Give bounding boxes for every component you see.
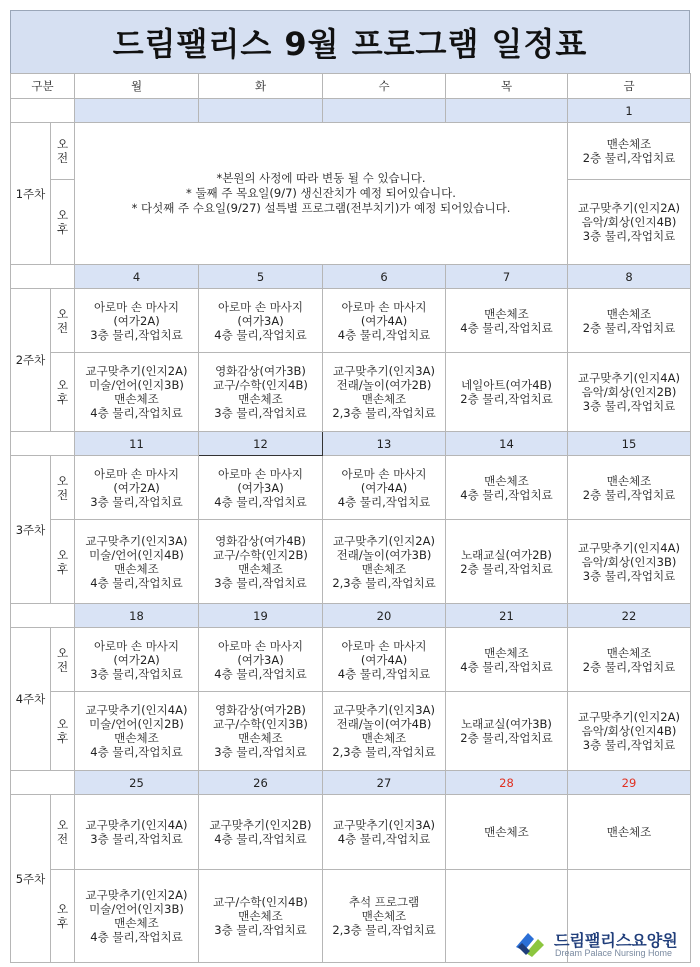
logo-name: 드림팰리스요양원 [554, 931, 678, 950]
title-banner [10, 10, 690, 74]
pm-label-char: 후 [56, 392, 69, 406]
week-label: 1주차 [11, 123, 51, 265]
date-cell: 29 [568, 771, 691, 795]
program-line: 아로마 손 마사지 [217, 466, 304, 481]
program-line: 3층 물리,작업치료 [214, 406, 307, 420]
program-cell [199, 353, 323, 432]
am-label-char: 전 [56, 320, 69, 335]
pm-label [51, 870, 75, 963]
program-line: 교구맞추기(인지4A) [85, 703, 188, 717]
program-line: 2층 물리,작업치료 [582, 151, 676, 165]
program-line: 교구/수학(인지2B) [213, 547, 308, 562]
program-line: 3층 물리,작업치료 [214, 575, 307, 590]
program-cell [199, 520, 323, 604]
date-cell: 4 [75, 265, 199, 289]
program-line: 맨손체조 [606, 306, 652, 321]
program-line: 교구맞추기(인지2A) [85, 364, 188, 378]
program-line: 노래교실(여가3B) [461, 717, 552, 731]
program-line: 추석 프로그램 [348, 895, 420, 909]
program-line: 교구맞추기(인지3A) [333, 703, 435, 717]
date-cell: 27 [323, 771, 446, 795]
program-line: 맨손체조 [606, 137, 652, 151]
program-line: 맨손체조 [238, 909, 283, 923]
date-row-label [11, 265, 75, 289]
date-cell: 18 [75, 604, 199, 628]
program-line: 맨손체조 [361, 731, 407, 745]
program-line: 네일아트(여가4B) [461, 378, 552, 392]
am-label [51, 795, 75, 870]
program-line: 3층 물리,작업치료 [214, 745, 307, 759]
program-cell [199, 456, 323, 520]
program-line: 아로마 손 마사지 [217, 299, 304, 314]
program-cell [323, 456, 446, 520]
program-line: 2층 물리,작업치료 [582, 487, 676, 502]
pm-label-char: 오 [56, 547, 69, 562]
program-line: 맨손체조 [361, 561, 407, 576]
program-line: 맨손체조 [361, 392, 407, 406]
program-cell [199, 628, 323, 692]
program-cell [568, 180, 691, 265]
program-line: 4층 물리,작업치료 [214, 666, 307, 681]
am-label-char: 전 [56, 832, 69, 846]
program-line: 맨손체조 [114, 731, 159, 745]
program-line: 음악/회상(인지3B) [581, 554, 677, 569]
am-label [51, 123, 75, 180]
am-label-char: 전 [56, 151, 69, 165]
program-line: (여가4A) [360, 313, 408, 328]
program-line: (여가2A) [113, 313, 160, 328]
header-day-2: 수 [323, 74, 446, 99]
program-line: 영화감상(여가3B) [215, 364, 306, 378]
program-line: 아로마 손 마사지 [93, 466, 180, 481]
program-line: 4층 물리,작업치료 [460, 659, 553, 674]
date-cell [323, 99, 446, 123]
program-line: 아로마 손 마사지 [217, 638, 304, 653]
page-title: 드림팰리스 9월 프로그램 일정표 [112, 25, 588, 63]
am-label [51, 456, 75, 520]
program-line: 영화감상(여가4B) [215, 533, 306, 548]
program-line: 3층 물리,작업치료 [90, 327, 183, 342]
program-line: 3층 물리,작업치료 [582, 738, 676, 752]
program-line: 맨손체조 [238, 731, 283, 745]
date-cell: 7 [446, 265, 568, 289]
program-line: 2,3층 물리,작업치료 [332, 745, 436, 759]
program-cell [75, 289, 199, 353]
program-line: 교구/수학(인지4B) [213, 895, 308, 909]
program-line: 음악/회상(인지4B) [581, 724, 677, 738]
program-line: 2층 물리,작업치료 [582, 320, 676, 335]
am-label [51, 628, 75, 692]
program-line: 2,3층 물리,작업치료 [332, 575, 436, 590]
program-cell [199, 870, 323, 963]
date-cell: 13 [323, 432, 446, 456]
program-line: 2층 물리,작업치료 [460, 731, 553, 745]
program-line: 교구맞추기(인지3A) [85, 533, 188, 548]
program-line: 맨손체조 [484, 473, 529, 488]
program-line: 아로마 손 마사지 [93, 299, 180, 314]
program-line: 2,3층 물리,작업치료 [332, 923, 436, 937]
pm-label [51, 520, 75, 604]
date-cell [75, 99, 199, 123]
pm-label [51, 353, 75, 432]
program-line: (여가3A) [237, 652, 284, 667]
program-line: 3층 물리,작업치료 [214, 923, 307, 937]
program-line: 맨손체조 [484, 645, 529, 660]
logo-subtitle: Dream Palace Nursing Home [555, 948, 673, 958]
program-line: 3층 물리,작업치료 [90, 494, 183, 509]
program-line: 아로마 손 마사지 [93, 638, 180, 653]
program-line: 음악/회상(인지4B) [581, 215, 677, 229]
program-line: 맨손체조 [114, 392, 159, 406]
program-line: 맨손체조 [114, 916, 159, 930]
header-day-1: 화 [199, 74, 323, 99]
program-line: 4층 물리,작업치료 [337, 327, 431, 342]
program-line: 아로마 손 마사지 [341, 638, 427, 653]
program-cell [75, 520, 199, 604]
date-cell: 1 [568, 99, 691, 123]
program-line: 4층 물리,작업치료 [90, 406, 183, 420]
pm-label [51, 692, 75, 771]
program-line: 맨손체조 [361, 909, 407, 923]
program-line: 3층 물리,작업치료 [90, 832, 183, 846]
pm-label-char: 후 [56, 222, 69, 236]
program-line: 맨손체조 [114, 561, 159, 576]
program-line: 노래교실(여가2B) [461, 547, 552, 562]
date-cell: 22 [568, 604, 691, 628]
program-line: (여가4A) [360, 480, 408, 495]
program-line: 맨손체조 [484, 306, 529, 321]
am-label [51, 289, 75, 353]
week-label: 5주차 [11, 795, 51, 963]
program-line: 미술/언어(인지4B) [89, 547, 184, 562]
program-line: 교구/수학(인지3B) [213, 717, 308, 731]
am-label-char: 오 [56, 473, 69, 488]
program-line: 전래/놀이(여가3B) [336, 547, 432, 562]
program-line: 전래/놀이(여가4B) [336, 717, 432, 731]
program-line: 전래/놀이(여가2B) [336, 378, 432, 392]
program-line: 4층 물리,작업치료 [337, 832, 431, 846]
date-cell [199, 99, 323, 123]
program-line: 3층 물리,작업치료 [582, 568, 676, 583]
am-label-char: 오 [56, 818, 69, 832]
program-line: 미술/언어(인지2B) [89, 717, 184, 731]
program-cell [568, 795, 691, 870]
program-cell [446, 520, 568, 604]
program-cell [75, 353, 199, 432]
date-cell: 15 [568, 432, 691, 456]
program-line: 교구맞추기(인지2B) [209, 818, 312, 832]
pm-label-char: 오 [56, 378, 69, 392]
date-cell: 26 [199, 771, 323, 795]
header-day-4: 금 [568, 74, 691, 99]
am-label-char: 오 [56, 306, 69, 321]
program-cell [446, 456, 568, 520]
date-cell: 8 [568, 265, 691, 289]
program-line: 4층 물리,작업치료 [214, 832, 307, 846]
program-line: 2층 물리,작업치료 [460, 561, 553, 576]
program-cell [75, 795, 199, 870]
program-cell [568, 456, 691, 520]
facility-logo [512, 925, 697, 963]
am-label-char: 전 [56, 659, 69, 674]
program-cell [323, 692, 446, 771]
pm-label-char: 후 [56, 731, 69, 745]
pm-label-char: 후 [56, 561, 69, 576]
program-cell [75, 870, 199, 963]
program-line: 음악/회상(인지2B) [581, 385, 677, 399]
logo-mark-icon [512, 927, 548, 961]
program-line: 4층 물리,작업치료 [337, 666, 431, 681]
date-row-label [11, 771, 75, 795]
program-cell [323, 870, 446, 963]
program-cell [75, 456, 199, 520]
pm-label-char: 오 [56, 902, 69, 916]
program-line: 맨손체조 [484, 825, 529, 839]
program-cell [568, 692, 691, 771]
program-cell [323, 289, 446, 353]
pm-label-char: 오 [56, 717, 69, 731]
program-line: 4층 물리,작업치료 [460, 487, 553, 502]
header-day-3: 목 [446, 74, 568, 99]
program-line: 맨손체조 [238, 561, 283, 576]
date-cell [446, 99, 568, 123]
program-line: (여가4A) [360, 652, 408, 667]
program-cell [568, 123, 691, 180]
week-label: 2주차 [11, 289, 51, 432]
program-cell [446, 628, 568, 692]
date-cell: 12 [199, 432, 323, 456]
program-line: (여가3A) [237, 480, 284, 495]
program-cell [323, 628, 446, 692]
am-label-char: 오 [56, 645, 69, 660]
program-line: (여가2A) [113, 652, 160, 667]
program-cell [199, 289, 323, 353]
program-line: 맨손체조 [238, 392, 283, 406]
program-line: 영화감상(여가2B) [215, 703, 306, 717]
program-line: 교구맞추기(인지2A) [85, 888, 188, 902]
program-line: 교구/수학(인지4B) [213, 378, 308, 392]
program-cell [568, 628, 691, 692]
program-line: 교구맞추기(인지3A) [333, 364, 435, 378]
notice-line: * 다섯째 주 수요일(9/27) 설특별 프로그램(전부치기)가 예정 되어있습니다. [131, 201, 511, 215]
program-line: 맨손체조 [606, 473, 652, 488]
program-cell [75, 692, 199, 771]
am-label-char: 오 [56, 137, 69, 151]
date-cell: 20 [323, 604, 446, 628]
program-line: 미술/언어(인지3B) [89, 378, 184, 392]
program-line: 4층 물리,작업치료 [214, 494, 307, 509]
header-label-col: 구분 [11, 74, 75, 99]
program-line: 4층 물리,작업치료 [90, 575, 183, 590]
program-line: 2,3층 물리,작업치료 [332, 406, 436, 420]
schedule-table [10, 73, 691, 963]
program-cell [199, 795, 323, 870]
program-line: 교구맞추기(인지2A) [333, 533, 435, 548]
pm-label [51, 180, 75, 265]
program-cell [323, 520, 446, 604]
pm-label-char: 오 [56, 208, 69, 222]
program-cell [199, 692, 323, 771]
week-label: 3주차 [11, 456, 51, 604]
pm-label-char: 후 [56, 916, 69, 930]
program-cell [568, 520, 691, 604]
program-cell [568, 353, 691, 432]
program-line: 아로마 손 마사지 [341, 299, 427, 314]
notice-line: * 둘째 주 목요일(9/7) 생신잔치가 예정 되어있습니다. [186, 186, 456, 200]
date-cell: 6 [323, 265, 446, 289]
program-line: 2층 물리,작업치료 [582, 659, 676, 674]
date-cell: 5 [199, 265, 323, 289]
program-cell [75, 628, 199, 692]
program-line: 교구맞추기(인지2A) [578, 710, 680, 724]
date-row-label [11, 99, 75, 123]
program-line: 맨손체조 [606, 825, 652, 839]
date-cell: 11 [75, 432, 199, 456]
program-line: 4층 물리,작업치료 [460, 320, 553, 335]
program-cell [446, 353, 568, 432]
date-row-label [11, 432, 75, 456]
program-cell [323, 795, 446, 870]
date-cell: 25 [75, 771, 199, 795]
date-cell: 19 [199, 604, 323, 628]
program-line: 4층 물리,작업치료 [214, 327, 307, 342]
program-line: 2층 물리,작업치료 [460, 392, 553, 406]
program-line: 3층 물리,작업치료 [582, 399, 676, 413]
program-cell [446, 795, 568, 870]
program-cell [323, 353, 446, 432]
date-cell: 21 [446, 604, 568, 628]
program-cell [446, 289, 568, 353]
header-day-0: 월 [75, 74, 199, 99]
am-label-char: 전 [56, 487, 69, 502]
program-line: 4층 물리,작업치료 [90, 930, 183, 944]
program-cell [568, 289, 691, 353]
notice-line: *본원의 사정에 따라 변동 될 수 있습니다. [216, 171, 426, 185]
program-line: 3층 물리,작업치료 [90, 666, 183, 681]
program-line: 4층 물리,작업치료 [90, 745, 183, 759]
program-line: 맨손체조 [606, 645, 652, 660]
program-line: 교구맞추기(인지4A) [578, 371, 680, 385]
program-line: 미술/언어(인지3B) [89, 902, 184, 916]
program-line: (여가2A) [113, 480, 160, 495]
program-cell [446, 692, 568, 771]
date-cell: 14 [446, 432, 568, 456]
notice-box [75, 123, 568, 265]
program-line: 아로마 손 마사지 [341, 466, 427, 481]
program-line: 교구맞추기(인지3A) [333, 818, 435, 832]
program-line: 4층 물리,작업치료 [337, 494, 431, 509]
program-line: 교구맞추기(인지4A) [85, 818, 188, 832]
program-line: 교구맞추기(인지4A) [578, 540, 680, 555]
program-line: 교구맞추기(인지2A) [578, 201, 680, 215]
program-line: 3층 물리,작업치료 [582, 229, 676, 243]
date-row-label [11, 604, 75, 628]
date-cell: 28 [446, 771, 568, 795]
week-label: 4주차 [11, 628, 51, 771]
program-line: (여가3A) [237, 313, 284, 328]
